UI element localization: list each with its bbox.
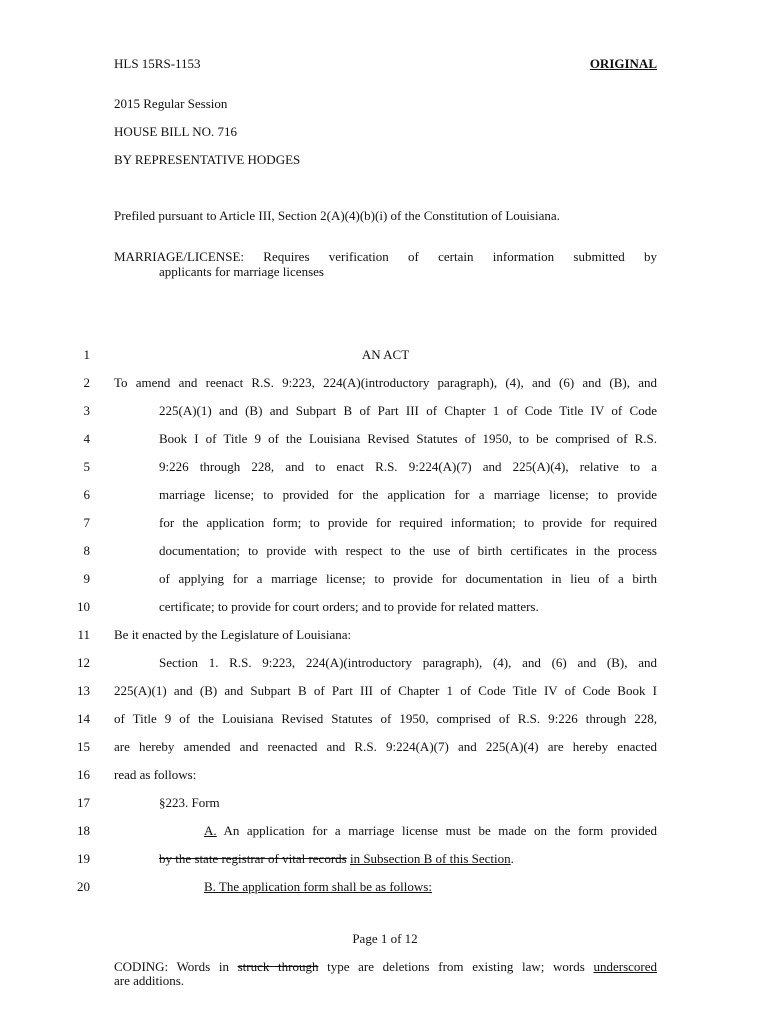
line-tail: . [510,851,514,866]
coding-legend [114,960,657,988]
body-line: of applying for a marriage license; to provide for documentation in lieu of a birth [159,571,657,586]
line-number: 17 [77,795,90,810]
line-number: 3 [83,403,90,418]
line-number: 15 [77,739,90,754]
body-line [204,823,657,839]
bill-number: HOUSE BILL NO. 716 [114,124,238,139]
line-number: 12 [77,655,90,670]
coding-line-1 [114,960,657,974]
coding-underscore-example: underscored [593,959,657,974]
digest-line-2: applicants for marriage licenses [159,264,324,279]
line-number: 7 [83,515,90,530]
line-number: 1 [83,347,90,362]
body-line: read as follows: [114,767,197,782]
section-heading: §223. Form [159,795,220,810]
line-number: 6 [83,487,90,502]
prefiled-notice: Prefiled pursuant to Article III, Section 2(A)(4)(b)(i) of the Constitution of Louisiana. [114,208,560,223]
body-line: for the application form; to provide for required information; to provide for required [159,515,657,530]
line-number: 19 [77,851,90,866]
coding-struck-example: struck through [237,959,319,974]
added-text: B. The application form shall be as follows: [204,879,432,894]
body-line: 225(A)(1) and (B) and Subpart B of Part III of Chapter 1 of Code Title IV of Code [159,403,657,418]
bill-author: BY REPRESENTATIVE HODGES [114,152,301,167]
body-line: 225(A)(1) and (B) and Subpart B of Part III of Chapter 1 of Code Title IV of Code Book I [114,683,657,698]
added-text: A. [204,823,217,838]
added-text: in Subsection B of this Section [349,851,511,866]
line-number: 14 [77,711,90,726]
line-number: 5 [83,459,90,474]
body-line: documentation; to provide with respect to the use of birth certificates in the process [159,543,657,558]
coding-middle: type are deletions from existing law; words [318,959,594,974]
coding-prefix: CODING: Words in [114,959,238,974]
body-line: To amend and reenact R.S. 9:223, 224(A)(introductory paragraph), (4), and (6) and (B), and [114,375,657,390]
line-number: 2 [83,375,90,390]
line-number: 18 [77,823,90,838]
body-line [159,851,514,867]
bill-digest [114,249,657,279]
body-line: certificate; to provide for court orders; and to provide for related matters. [159,599,539,614]
deleted-text: by the state registrar of vital records [159,851,347,866]
document-id: HLS 15RS-1153 [114,56,201,71]
page-number: Page 1 of 12 [352,931,418,946]
line-number: 11 [77,627,90,642]
session-label: 2015 Regular Session [114,96,228,111]
status-label: ORIGINAL [589,56,657,71]
act-title: AN ACT [361,347,410,362]
body-line: Section 1. R.S. 9:223, 224(A)(introductory paragraph), (4), and (6) and (B), and [159,655,657,670]
line-text: An application for a marriage license must be made on the form provided [216,823,657,838]
body-line: are hereby amended and reenacted and R.S. 9:224(A)(7) and 225(A)(4) are hereby enacted [114,739,657,754]
body-line: marriage license; to provided for the application for a marriage license; to provide [159,487,657,502]
body-line [204,879,432,895]
line-number: 8 [83,543,90,558]
line-number: 10 [77,599,90,614]
line-number: 9 [83,571,90,586]
line-number: 20 [77,879,90,894]
line-number: 13 [77,683,90,698]
body-line: 9:226 through 228, and to enact R.S. 9:224(A)(7) and 225(A)(4), relative to a [159,459,657,474]
coding-line-2: are additions. [114,973,185,988]
enacting-clause: Be it enacted by the Legislature of Louisiana: [114,627,352,642]
digest-line-1: MARRIAGE/LICENSE: Requires verification of certain information submitted by [114,249,657,264]
line-number: 16 [77,767,90,782]
body-line: Book I of Title 9 of the Louisiana Revised Statutes of 1950, to be comprised of R.S. [159,431,657,446]
body-line: of Title 9 of the Louisiana Revised Statutes of 1950, comprised of R.S. 9:226 through 228, [114,711,657,726]
line-number: 4 [83,431,90,446]
